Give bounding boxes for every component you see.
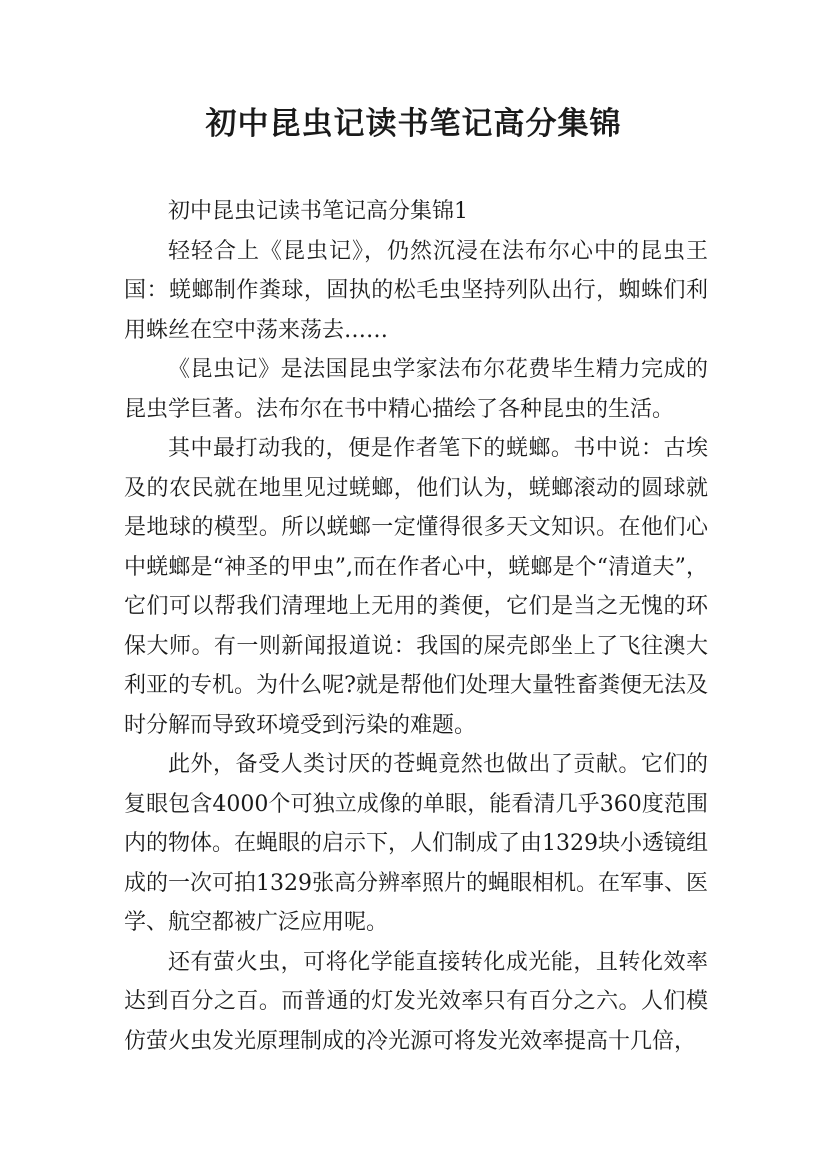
paragraph-1: 轻轻合上《昆虫记》，仍然沉浸在法布尔心中的昆虫王国：蜣螂制作粪球，固执的松毛虫坚持列队出行，蜘蛛们利用蛛丝在空中荡来荡去…… <box>124 238 708 343</box>
paragraph-5: 还有萤火虫，可将化学能直接转化成光能，且转化效率达到百分之百。而普通的灯发光效率只有百分之六。人们模仿萤火虫发光原理制成的冷光源可将发光效率提高十几倍， <box>124 949 708 1054</box>
paragraph-2: 《昆虫记》是法国昆虫学家法布尔花费毕生精力完成的昆虫学巨著。法布尔在书中精心描绘了各种昆虫的生活。 <box>124 357 708 422</box>
paragraph-4: 此外，备受人类讨厌的苍蝇竟然也做出了贡献。它们的复眼包含4000个可独立成像的单眼，能看清几乎360度范围内的物体。在蝇眼的启示下，人们制成了由1329块小透镜组成的一次可拍1329张高分辨率照片的蝇眼相机。在军事、医学、航空都被广泛应用呢。 <box>124 752 708 935</box>
paragraph-3: 其中最打动我的，便是作者笔下的蜣螂。书中说：古埃及的农民就在地里见过蜣螂，他们认为，蜣螂滚动的圆球就是地球的模型。所以蜣螂一定懂得很多天文知识。在他们心中蜣螂是“神圣的甲虫”,而在作者心中，蜣螂是个“清道夫”，它们可以帮我们清理地上无用的粪便，它们是当之无愧的环保大师。有一则新闻报道说：我国的屎壳郎坐上了飞往澳大利亚的专机。为什么呢?就是帮他们处理大量牲畜粪便无法及时分解而导致环境受到污染的难题。 <box>124 436 708 738</box>
section-heading: 初中昆虫记读书笔记高分集锦1 <box>168 199 468 224</box>
page-title: 初中昆虫记读书笔记高分集锦 <box>205 106 622 142</box>
document-body <box>124 192 708 1061</box>
